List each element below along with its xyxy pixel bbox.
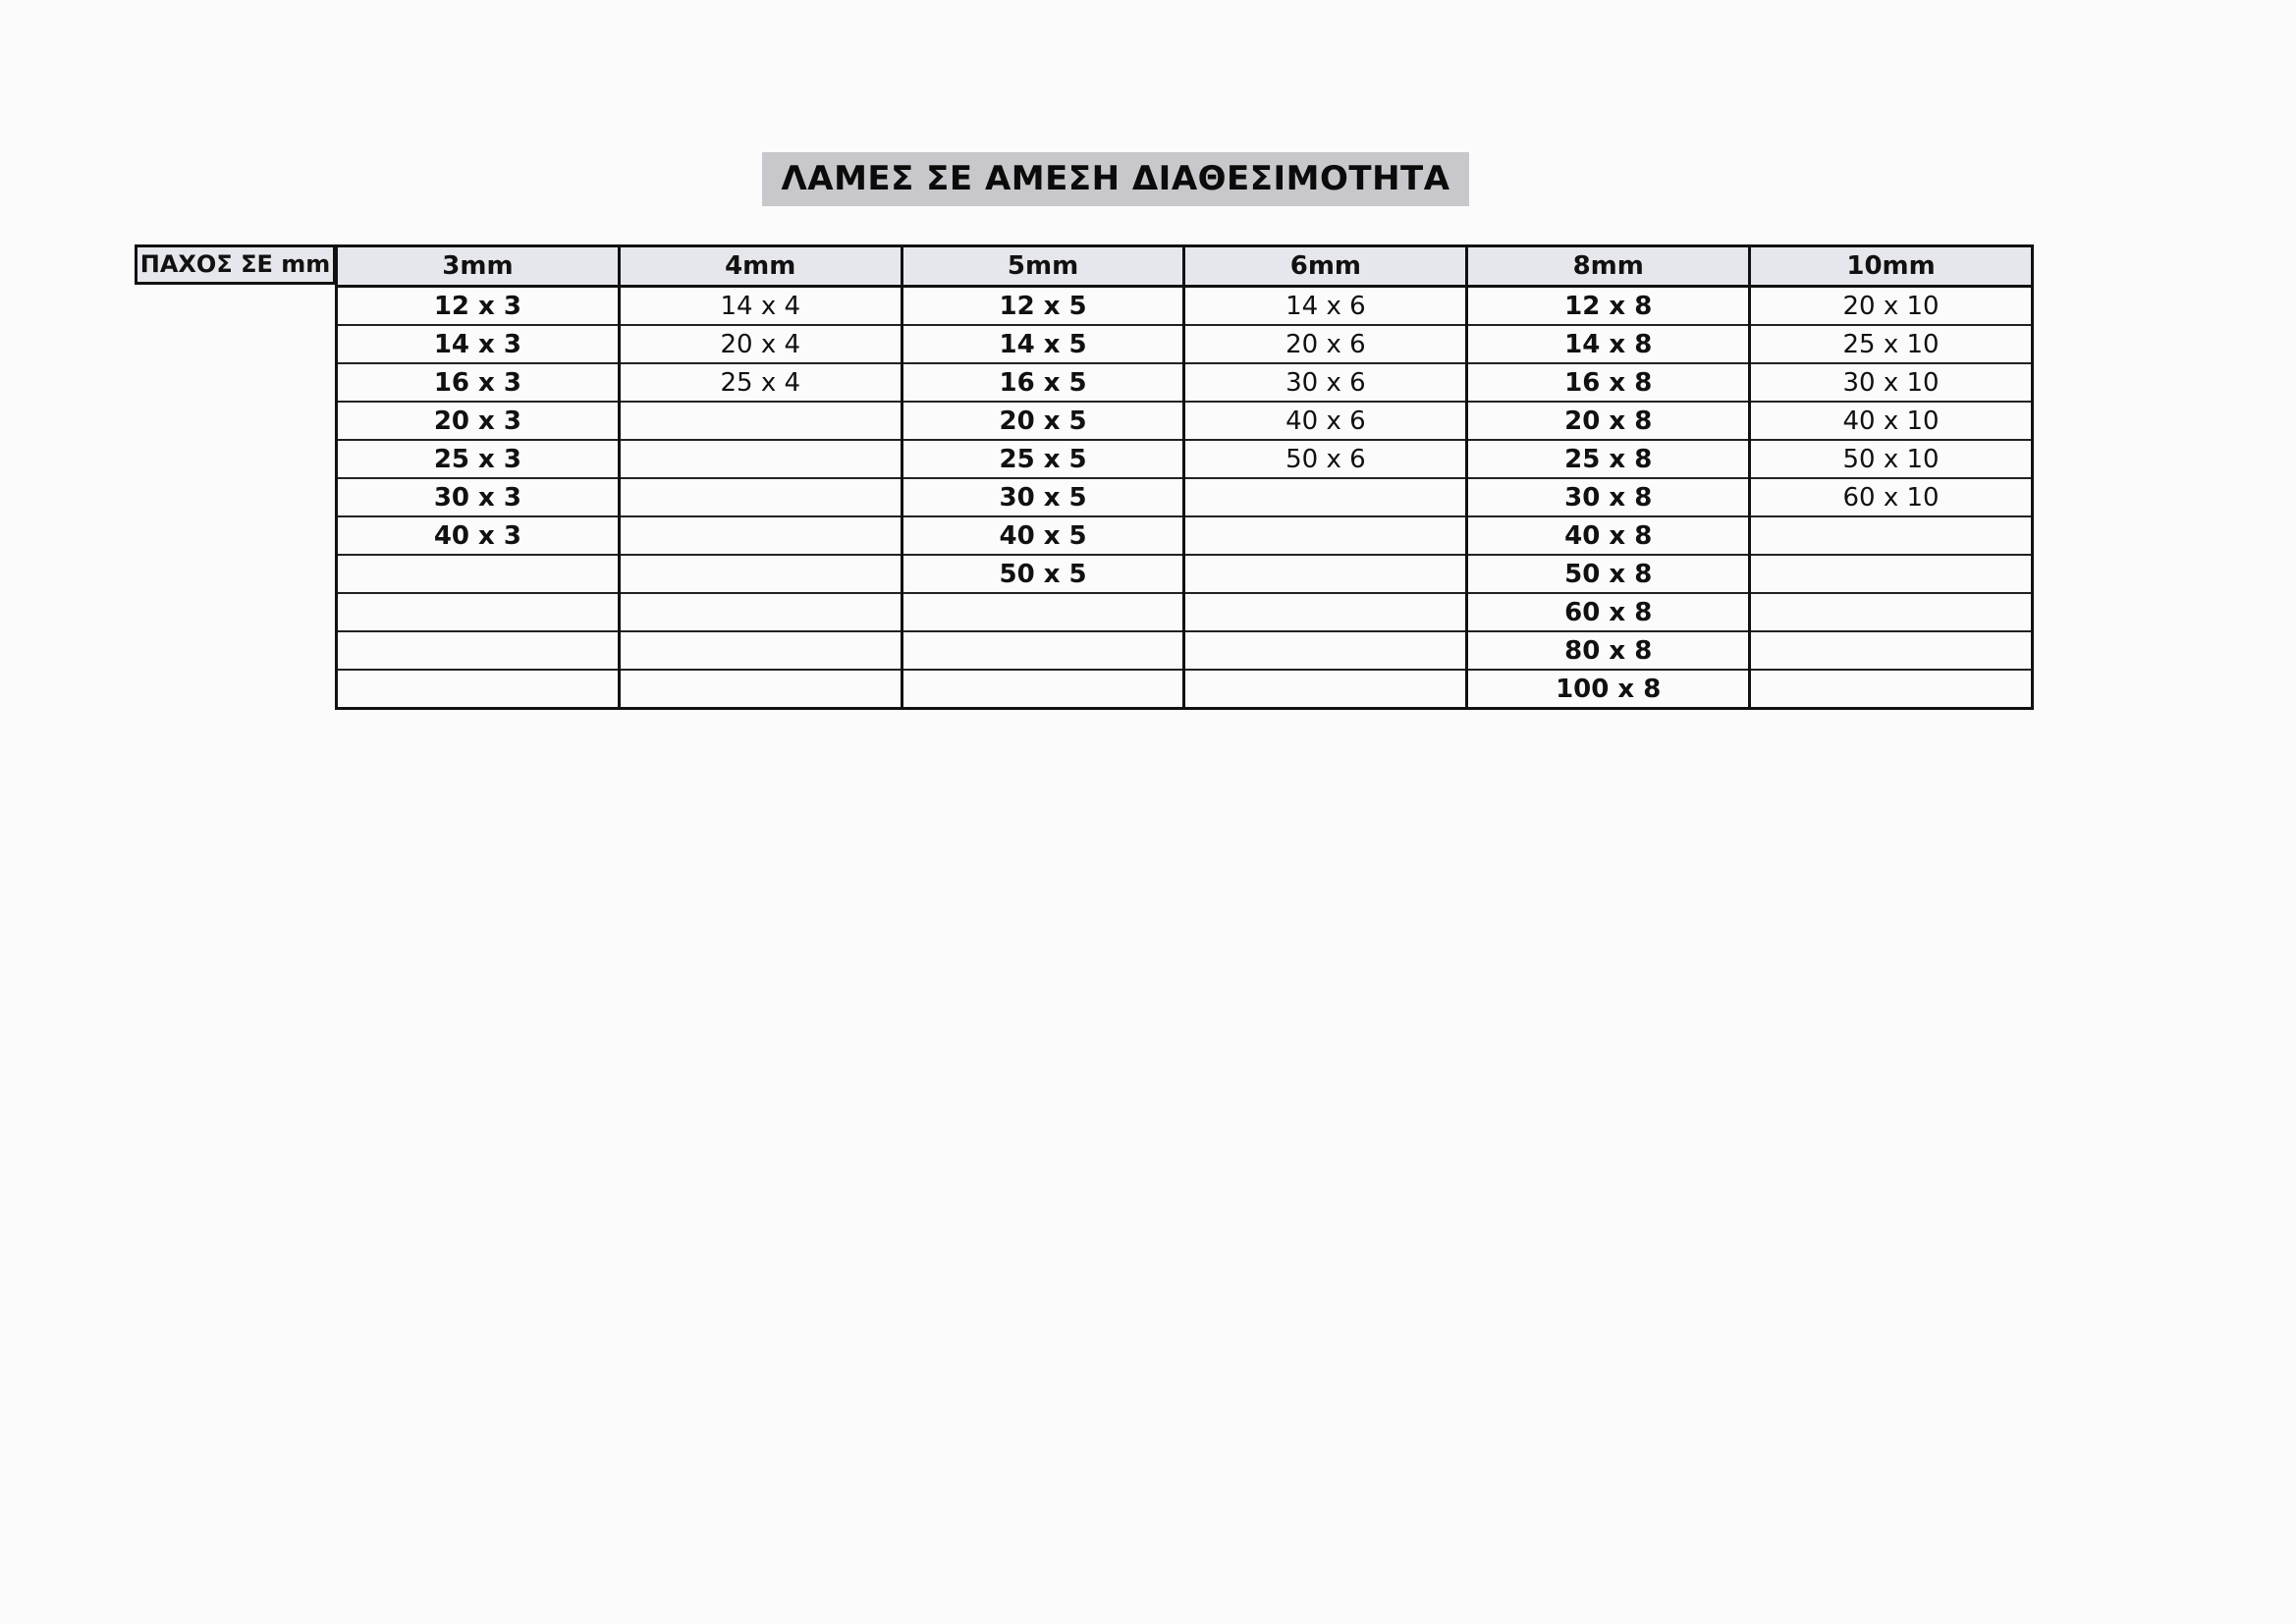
table-cell: 80 x 8 xyxy=(1467,631,1750,670)
table-cell xyxy=(619,593,902,631)
table-row xyxy=(337,670,2033,709)
table-cell: 20 x 3 xyxy=(337,402,620,440)
table-cell xyxy=(337,555,620,593)
table-cell: 20 x 5 xyxy=(902,402,1184,440)
table-cell xyxy=(1750,555,2033,593)
column-header: 6mm xyxy=(1184,246,1467,287)
table-cell: 25 x 8 xyxy=(1467,440,1750,478)
table-cell xyxy=(1750,516,2033,555)
table-cell xyxy=(902,670,1184,709)
table-cell: 50 x 5 xyxy=(902,555,1184,593)
table-cell: 40 x 3 xyxy=(337,516,620,555)
table-cell: 14 x 8 xyxy=(1467,325,1750,363)
table-cell xyxy=(337,670,620,709)
table-cell: 50 x 10 xyxy=(1750,440,2033,478)
table-cell xyxy=(1184,478,1467,516)
table-cell: 25 x 5 xyxy=(902,440,1184,478)
table-cell: 14 x 4 xyxy=(619,287,902,326)
column-header: 3mm xyxy=(337,246,620,287)
table-cell: 20 x 4 xyxy=(619,325,902,363)
table-cell: 20 x 8 xyxy=(1467,402,1750,440)
table-row xyxy=(337,593,2033,631)
table-cell xyxy=(619,402,902,440)
table-row xyxy=(337,363,2033,402)
table-cell xyxy=(1184,516,1467,555)
table-cell xyxy=(902,631,1184,670)
table-row xyxy=(337,287,2033,326)
table-cell: 20 x 10 xyxy=(1750,287,2033,326)
table-cell xyxy=(1184,670,1467,709)
table-cell xyxy=(619,555,902,593)
table-row xyxy=(337,325,2033,363)
table-cell: 60 x 10 xyxy=(1750,478,2033,516)
table-cell: 40 x 10 xyxy=(1750,402,2033,440)
table-cell: 30 x 8 xyxy=(1467,478,1750,516)
table-cell: 12 x 3 xyxy=(337,287,620,326)
table-cell: 14 x 6 xyxy=(1184,287,1467,326)
table-cell: 30 x 3 xyxy=(337,478,620,516)
table-cell: 100 x 8 xyxy=(1467,670,1750,709)
table-cell xyxy=(619,440,902,478)
table-cell: 20 x 6 xyxy=(1184,325,1467,363)
table-cell xyxy=(902,593,1184,631)
availability-table xyxy=(335,244,2034,710)
table-cell: 14 x 5 xyxy=(902,325,1184,363)
table-cell: 25 x 10 xyxy=(1750,325,2033,363)
column-header: 10mm xyxy=(1750,246,2033,287)
table-cell: 40 x 5 xyxy=(902,516,1184,555)
header-row xyxy=(337,246,2033,287)
table-cell xyxy=(1750,631,2033,670)
table-cell: 16 x 5 xyxy=(902,363,1184,402)
table-cell: 25 x 4 xyxy=(619,363,902,402)
table-cell: 16 x 8 xyxy=(1467,363,1750,402)
table-cell: 12 x 8 xyxy=(1467,287,1750,326)
page-title: ΛΑΜΕΣ ΣΕ ΑΜΕΣΗ ΔΙΑΘΕΣΙΜΟΤΗΤΑ xyxy=(762,152,1469,206)
table-cell xyxy=(619,631,902,670)
table-row xyxy=(337,631,2033,670)
table-cell: 12 x 5 xyxy=(902,287,1184,326)
table-cell xyxy=(619,516,902,555)
column-header: 8mm xyxy=(1467,246,1750,287)
table-cell xyxy=(1184,555,1467,593)
table-row xyxy=(337,478,2033,516)
table-cell: 60 x 8 xyxy=(1467,593,1750,631)
table-cell: 14 x 3 xyxy=(337,325,620,363)
table-cell: 25 x 3 xyxy=(337,440,620,478)
table-row xyxy=(337,402,2033,440)
table-cell: 30 x 5 xyxy=(902,478,1184,516)
table-row xyxy=(337,555,2033,593)
table-cell xyxy=(337,593,620,631)
table-cell: 40 x 8 xyxy=(1467,516,1750,555)
table-cell: 40 x 6 xyxy=(1184,402,1467,440)
column-header: 5mm xyxy=(902,246,1184,287)
table-cell xyxy=(619,670,902,709)
table-cell xyxy=(1184,593,1467,631)
table-cell xyxy=(1750,593,2033,631)
table-row xyxy=(337,516,2033,555)
table-cell xyxy=(337,631,620,670)
table-cell xyxy=(619,478,902,516)
table-cell: 16 x 3 xyxy=(337,363,620,402)
table-cell xyxy=(1184,631,1467,670)
table-cell xyxy=(1750,670,2033,709)
table-row xyxy=(337,440,2033,478)
table-cell: 30 x 10 xyxy=(1750,363,2033,402)
table-cell: 50 x 6 xyxy=(1184,440,1467,478)
table-cell: 30 x 6 xyxy=(1184,363,1467,402)
column-header: 4mm xyxy=(619,246,902,287)
table-cell: 50 x 8 xyxy=(1467,555,1750,593)
thickness-label: ΠΑΧΟΣ ΣΕ mm xyxy=(135,244,336,285)
